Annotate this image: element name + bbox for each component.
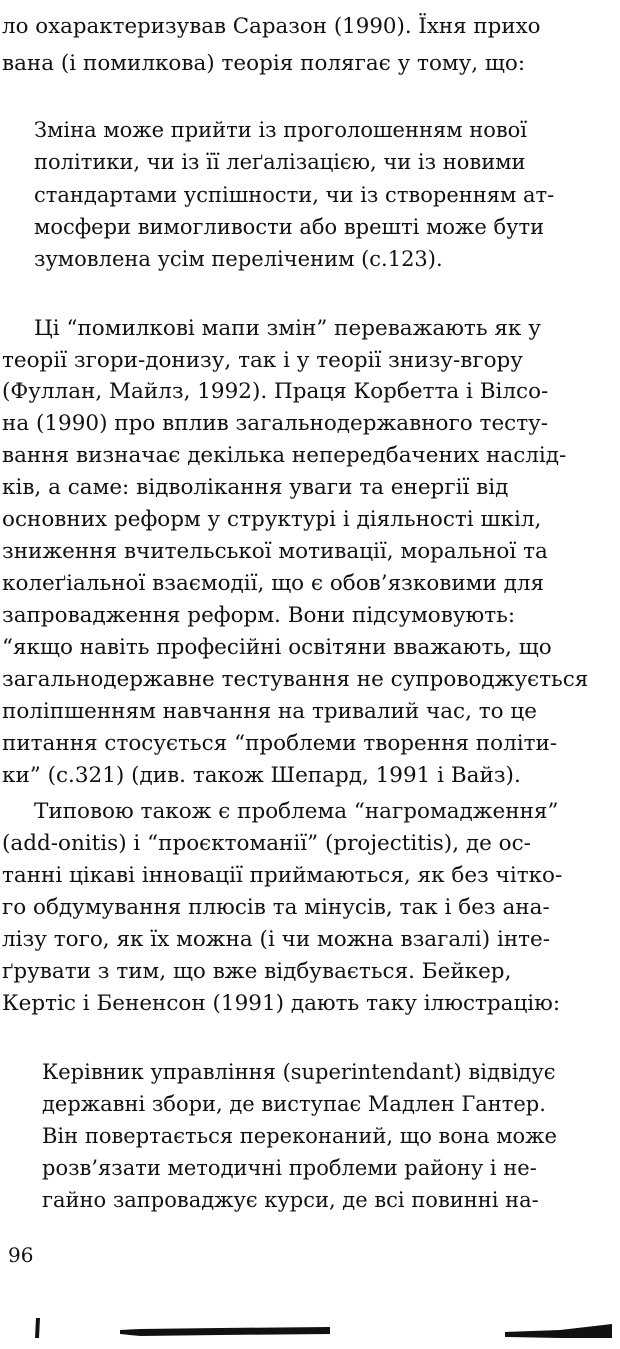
quote-line: Зміна може прийти із проголошенням нової xyxy=(34,118,528,142)
quote-line: політики, чи із її леґалізацією, чи із новими xyxy=(34,150,526,174)
quote-line: розв’язати методичні проблеми району і не- xyxy=(42,1156,537,1180)
text-line: вання визначає декілька непередбачених наслід- xyxy=(2,443,567,468)
quote-line: Керівник управління (superintendant) відвідує xyxy=(42,1060,556,1084)
scan-edge-marks xyxy=(0,1312,620,1342)
text-line: колеґіальної взаємодії, що є обов’язковими для xyxy=(2,571,545,596)
text-line: ґрувати з тим, що вже відбувається. Бейкер, xyxy=(2,959,512,984)
page-number: 96 xyxy=(8,1243,34,1267)
text-line: теорії згори-донизу, так і у теорії знизу-вгору xyxy=(2,348,523,373)
text-line: (Фуллан, Майлз, 1992). Праця Корбетта і Вілсо- xyxy=(2,379,549,404)
text-line: вана (і помилкова) теорія полягає у тому, що: xyxy=(2,51,526,76)
quote-line: Він повертається переконаний, що вона може xyxy=(42,1124,557,1148)
text-line: загальнодержавне тестування не супроводжується xyxy=(2,667,589,692)
text-line: ків, а саме: відволікання уваги та енергії від xyxy=(2,475,509,500)
text-line: Ці “помилкові мапи змін” переважають як у xyxy=(34,316,541,341)
text-line: лізу того, як їх можна (і чи можна взагалі) інте- xyxy=(2,927,551,952)
text-line: Кертіс і Бененсон (1991) дають таку ілюстрацію: xyxy=(2,991,561,1016)
quote-line: мосфери вимогливости або врешті може бути xyxy=(34,215,545,239)
quote-line: стандартами успішности, чи із створенням ат- xyxy=(34,183,555,207)
text-line: запровадження реформ. Вони підсумовують: xyxy=(2,603,516,628)
quote-line: державні збори, де виступає Мадлен Гантер. xyxy=(42,1092,546,1116)
text-line: зниження вчительської мотивації, моральної та xyxy=(2,539,548,564)
text-line: ки” (с.321) (див. також Шепард, 1991 і Вайз). xyxy=(2,763,521,788)
quote-line: гайно запроваджує курси, де всі повинні на- xyxy=(42,1188,539,1212)
quote-line: зумовлена усім переліченим (с.123). xyxy=(34,247,443,271)
text-line: Типовою також є проблема “нагромадження” xyxy=(34,799,559,824)
text-line: ло охарактеризував Саразон (1990). Їхня прихо xyxy=(2,14,541,39)
text-line: “якщо навіть професійні освітяни вважають, що xyxy=(2,635,552,660)
text-line: основних реформ у структурі і діяльності шкіл, xyxy=(2,507,542,532)
text-line: поліпшенням навчання на тривалий час, то це xyxy=(2,699,537,724)
text-line: на (1990) про вплив загальнодержавного тесту- xyxy=(2,411,549,436)
text-line: танні цікаві інновації приймаються, як без чітко- xyxy=(2,863,563,888)
text-line: (add-onitis) і “проєктоманії” (projectitis), де ос- xyxy=(2,831,531,856)
text-line: го обдумування плюсів та мінусів, так і без ана- xyxy=(2,895,550,920)
text-line: питання стосується “проблеми творення політи- xyxy=(2,731,558,756)
